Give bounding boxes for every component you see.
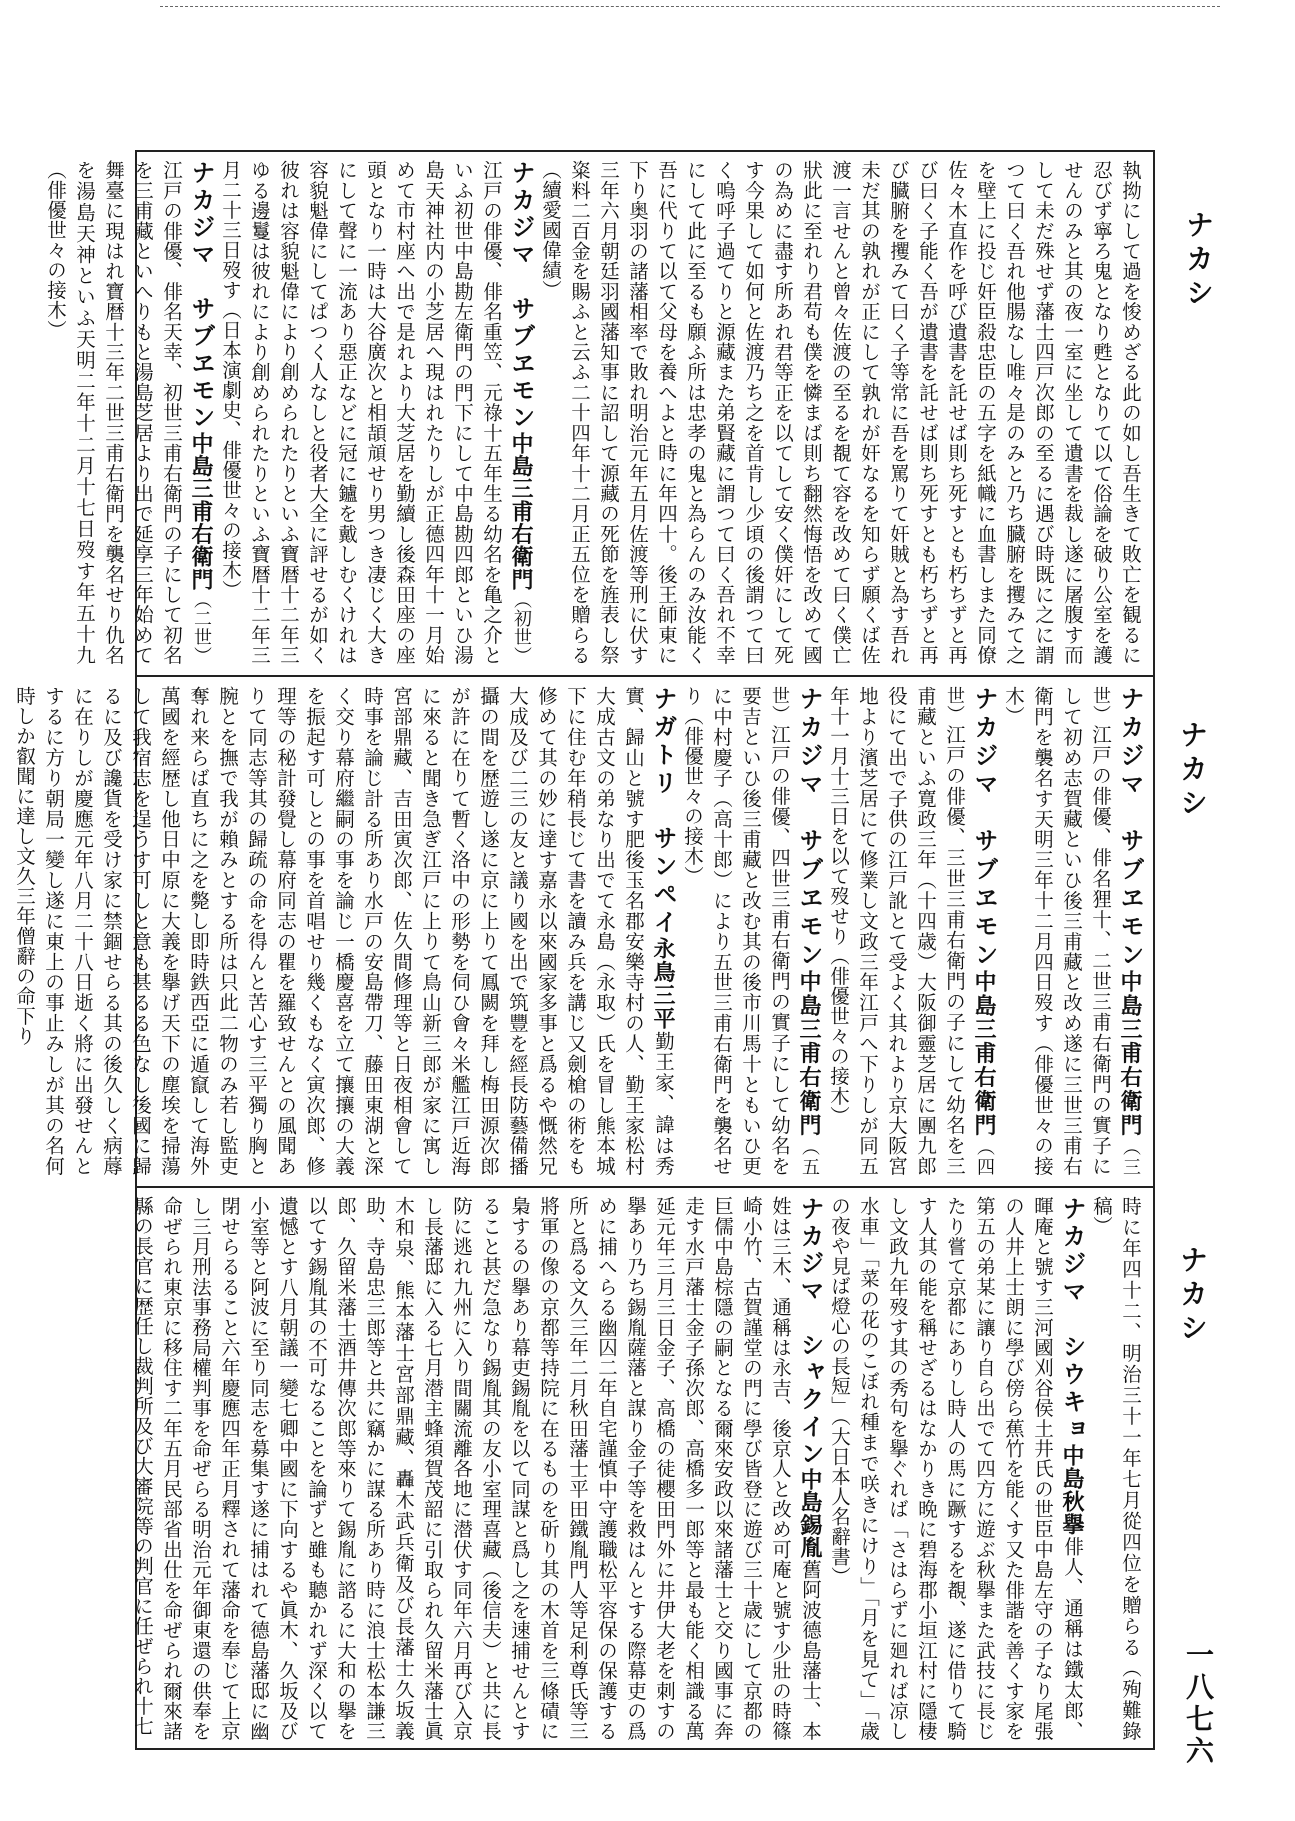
entry-name: 中島秋擧 [1059,1443,1085,1537]
entry-reading: ナカジマ サブヱモン [970,686,999,971]
upper-section [44,160,1145,666]
entry-generation: （四世） [944,686,995,1177]
entry-generation: （五世） [769,686,820,1177]
entry-name: 中島三甫右衛門 [508,431,534,591]
entry-continuation: 時に年四十二、明治三十一年七月從四位を贈らる（殉難錄稿） [1090,1196,1142,1741]
running-head-upper: ナカシ [1182,210,1215,312]
entry-generation: （二世） [191,590,212,666]
entry-nakajima-sabuemon-3 [999,686,1145,1176]
entry-nakajima-shakuin [128,1196,825,1741]
page-number: 一八七六 [1182,1640,1215,1768]
entry-body: 江戸の俳優、三世三甫右衛門の子にして幼名を三甫藏といふ寛政三年（十四歳）大阪御靈芝居に團九郎役にて出で子供の江戸訛とて受よく其れより京大阪宮地より濱芝居にて修業し文政三年江戸へ下りしが同五年十一月十三日を以て歿せり（俳優世々の接木） [827,686,966,1177]
entry-nagatori-sanpei [10,686,678,1176]
entry-body: 江戸の俳優、俳名重笠、元祿十五年生る幼名を亀之介といふ初世中島勘左衛門の門下にして中島勘四郎といひ湯島天神社内の小芝居へ現はれたりしが正德四年十一月始めて市村座へ出で是れより大芝居を勤續し後森田座の座頭となり一時は大谷廣次と相頡頏せり男つき凄じく大きにして聲に一流あり惡正などに冠に鑪を戴しむくけれは容貌魁偉にしてぱつく人なしと役者大全に評せるが如く彼れは容貌魁偉により創められたりといふ寶暦十二年三ゆる邊鬘は彼れにより創められたりといふ寶暦十二年三月二十三日歿す（日本演劇史、俳優世々の接木） [219,160,503,666]
entry-continuation: 執拗にして過を悛めざる此の如し吾生きて敗亡を観るに忍びず寧ろ鬼となり甦となりて以て俗論を破り公室を護せんのみと其の夜一室に坐して遺書を裁し遂に屠腹す而して未だ殊せず藩士四戸次郎の至るに遇び時既に之に謂つて曰く吾れ他腸なし唯々是のみと乃ち臓腑を攫みて之を壁上に投じ奸臣殺忠臣の五字を紙幟に血書しまた同僚佐々木直作を呼び遺書を託せば則ち死すとも朽ちずと再び曰く子能く吾が遺書を託せば則ち死すとも朽ちずと再び臓腑を攫みて曰く子等常に吾を罵りて奸賊と為す吾れ未だ其の孰れが正にして孰れが奸なるを知らず願くば佐渡一言せんと曾々佐渡の至るを覩て容を改めて曰く僕亡狀此に至れり君苟も僕を憐まば則ち翻然悔悟を改めて國の為めに盡す所あれ君等正を以てして安く僕奸にして死す今果して如何と佐渡乃ち之を首肯し少頃の後謂つて曰く嗚呼子過てりと源藏また弟賢藏に謂つて曰く吾れ不幸にして此に至るも願ふ所は忠孝の鬼と為らんのみ汝能く吾に代りて以て父母を養へよと時に年四十。後王師東に下り奥羽の諸藩相率で敗れ明治元年五月佐渡等刑に伏す三年六月朝廷羽國藩知事に詔して源藏の死節を旌表し祭粢料二百金を賜ふと云ふ二十四年十二月正五位を贈らる（續愛國偉績） [539,160,1142,666]
entry-reading: ナカジマ シウキョ [1058,1196,1087,1444]
entry-reading: ナカジマ シャクイン [796,1196,825,1469]
entry-name: 中島三甫右衛門 [188,431,214,591]
section-divider-2 [135,1186,1155,1188]
entry-generation: （初世） [511,590,532,666]
entry-nakajima-sabuemon-2 [41,160,216,665]
running-head-lower: ナカシ [1176,1245,1209,1347]
entry-nakajima-shukyo [825,1196,1087,1741]
entry-generation: （三世） [1090,686,1141,1177]
lower-section [131,1196,1145,1742]
entry-name: 中島三甫右衛門 [971,970,997,1138]
running-head-middle: ナカシ [1176,720,1209,822]
entry-name: 中島錫胤 [797,1468,823,1560]
middle-section [13,686,1145,1177]
entry-body: 舊阿波德島藩士、本姓は三木、通稱は永吉、後京人と改め可庵と號す少壯の時篠崎小竹、古賀謹堂の門に學び皆登に遊び三十歳にして京都の巨儒中島棕隱の嗣となる爾來安政以來諸藩士と交り國事に奔走す水戸藩士金子孫次郎、高橋多一郎等と最も能く相識る萬延元年三月三日金子、高橋の徒櫻田門外に井伊大老を刺すの擧あり乃ち錫胤薩藩と謀り金子等を救はんとする際幕吏の爲めに捕へらる幽囚二年自宅謹慎中守護職松平容保の保護する所と爲る文久三年二月秋田藩士平田鐵胤門人等足利尊氏等三將軍の像の京都等持院に在るものを斫り其の木首を三條磧に梟するの擧あり幕吏錫胤を以て同謀と爲し之を速捕せんとすること甚だ急なり錫胤其の友小室理喜藏（後信夫）と共に長防に逃れ九州に入り間關流離各地に潜伏す同年六月再び入京し長藩邸に入る七月潜主蜂須賀茂韶に引取られ久留米藩士眞木和泉、熊本藩士宮部鼎藏、轟木武兵衛及び長藩士久坂義助、寺島忠三郎等と共に竊かに謀る所あり時に浪士松本謙三郎、久留米藩士酒井傳次郎等來りて錫胤に諮るに大和の擧を以てす錫胤其の不可なることを論ずと雖も聽かれず深く以て遺憾とす八月朝議一變七卿中國に下向するや眞木、久坂及び小室等と阿波に至り同志を募集す遂に捕はれて德島藩邸に幽閉せらるること六年慶應四年正月釋されて藩命を奉じて上京し三月刑法事務局權判事を命ぜらる明治元年御東還の供奉を命ぜられ東京に移住す二年五月民部省出仕を命ぜられ爾來諸縣の長官に歴任し裁判所及び大審院等の判官に任ぜられ十七 [131,1196,822,1742]
entry-body: 江戸の俳優、俳名狸十、二世三甫右衛門の實子にして初め志賀藏といひ後三甫藏と改め遂に三世三甫右衛門を襲名す天明三年十二月四日歿す（俳優世々の接木） [1002,686,1112,1177]
entry-nakajima-sabuemon-5 [678,686,824,1176]
entry-reading: ナカジマ サブヱモン [187,160,216,432]
entry-nakajima-sabuemon-4 [824,686,999,1176]
entry-nakajima-sabuemon-1 [216,160,536,665]
entry-name: 中島三甫右衛門 [796,970,822,1138]
entry-body: 江戸の俳優、四世三甫右衛門の實子にして幼名を要吉といひ後三甫藏と改む其の後市川馬十ともいひ更に中村慶子（高十郎）により五世三甫右衛門を襲名せり（俳優世々の接木） [681,686,791,1177]
entry-reading: ナカジマ サブヱモン [507,160,536,432]
entry-reading: ナカジマ サブヱモン [1116,686,1145,971]
entry-name: 中島三甫右衛門 [1117,970,1143,1138]
entry-reading: ナカジマ サブヱモン [795,686,824,971]
section-divider-1 [135,675,1155,677]
entry-body: 勤王家、諱は秀實、歸山と號す肥後玉名郡安樂寺村の人、勤王家松村大成古文の弟なり出でて永島（永取）氏を冒し熊本城下に住む年稍長じて書を讀み兵を講じ又劍槍の術をも修めて其の妙に達す嘉永以來國家多事と爲るや慨然兄大成及び二三の友と議り國を出で筑豐を經長防藝備播攝の間を歴遊し遂に京に上りて鳳闕を拜し梅田源次郎が許に在りて暫く洛中の形勢を伺ひ會々米艦江戸近海に來ると聞き急ぎ江戸に上りて鳥山新三郎が家に寓し宮部鼎藏、吉田寅次郎、佐久間修理等と日夜相會して時事を論じ計る所あり水戸の安島帶刀、藤田東湖と深く交り幕府繼嗣の事を論じ一橋慶喜を立て攘攘の大義を振起す可しとの事を首唱せり幾くもなく寅次郎、修理等の秘計發覺し幕府同志の瞿を羅致せんとの風聞ありて同志等其の歸疏の命を得んと苦心す三平獨り胸と腕とを撫で我が賴みとする所は只此二物のみ若し監吏奪れ来らば直ちに之を斃し即時鉄西亞に遁竄して海外萬國を經歴し他日中原に大義を擧げ天下の塵埃を掃蕩して我宿志を逞うす可しと意も甚るる色なし後國に歸るに及び讒貨を受け家に禁錮せらる其の後久しく病蓐に在りしが慶應元年八月二十八日逝く將に出發せんとするに方り朝局一變し遂に東上の事止みしが其の名何時しか叡聞に達し文久三年僧辭の命下り [13,686,675,1177]
entry-reading: ナガトリ サンペイ [649,686,678,938]
entry-body: 江戸の俳優、俳名天幸、初世三甫右衛門の子にして初名を三甫藏といへりもと湯島芝居より出で延享三年始めて舞臺に現はれ寶暦十三年二世三甫右衛門を襲名せり仇名を湯島天神といふ天明二年十二月十七日歿す年五十九（俳優世々の接木） [44,160,183,665]
entry-name: 永鳥三平 [650,937,676,1031]
entry-body: 俳人、通稱は鐵太郎、暉庵と號す三河國刈谷侯土井氏の世臣中島左守の子なり尾張の人井上士朗に學び傍ら蕉竹を能くす又た俳諧を善くす家を第五の弟某に讓り自ら出でて四方に遊ぶ秋擧また武技に長じたり嘗て京都にありし時人の馬に蹶するを覩、遂に借りて騎す人其の能を稱せざるはなかりき晩に碧海郡小垣江村に隱棲し文政九年歿す其の秀句を擧ぐれば「さはらずに廻れば凉し水車」「菜の花のこぼれ種まで咲きにけり」「月を見て」「歳の夜や見ば燈心の長短」（大日本人名辭書） [828,1196,1084,1742]
top-dashed-rule [160,6,1220,7]
